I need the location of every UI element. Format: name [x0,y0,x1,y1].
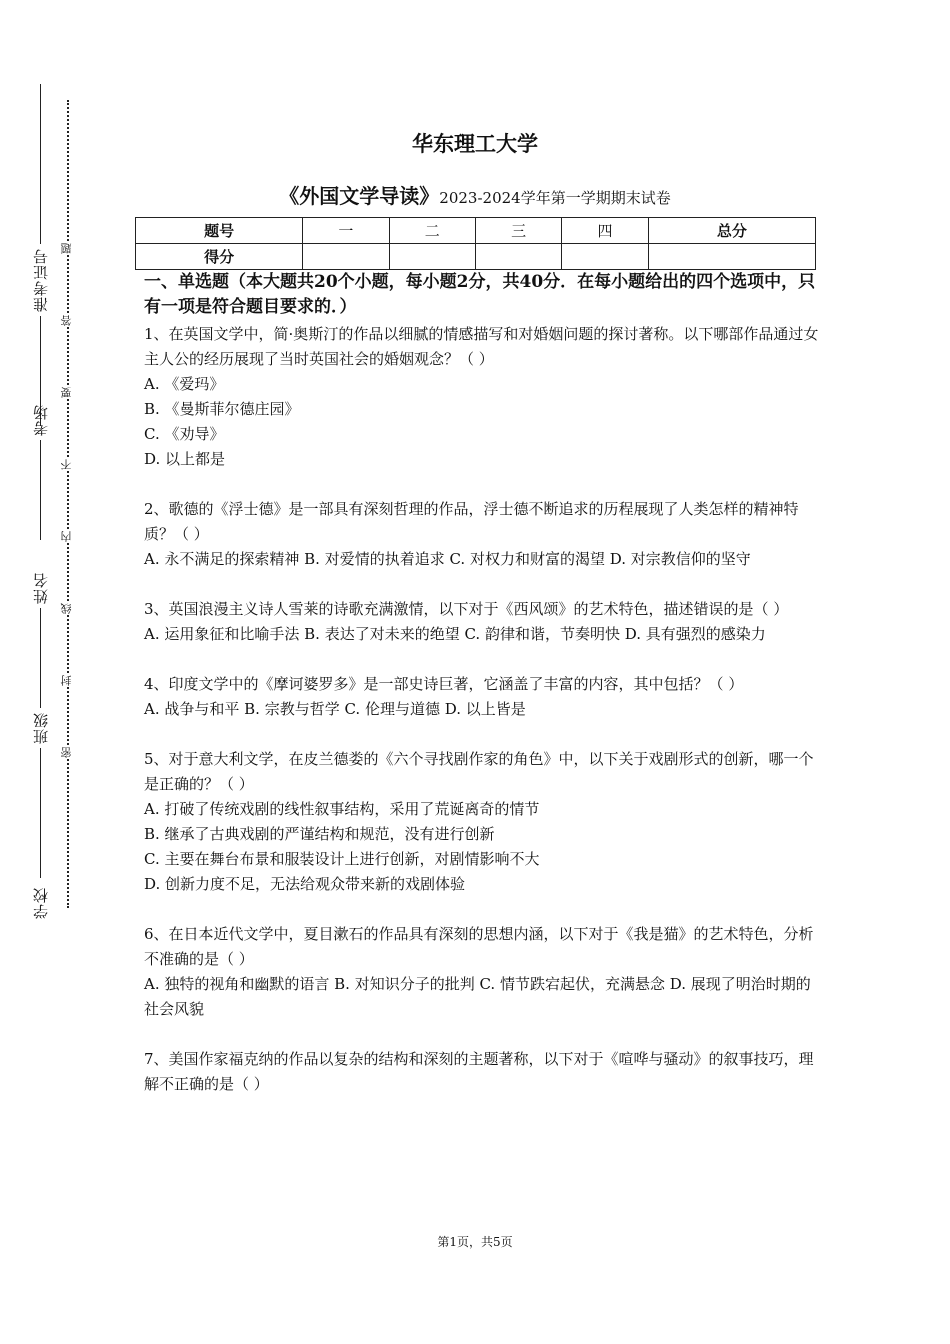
option-b: B. 继承了古典戏剧的严谨结构和规范，没有进行创新 [144,825,495,843]
option-a: A. 打破了传统戏剧的线性叙事结构，采用了荒诞离奇的情节 [144,800,540,818]
option-b: B. 《曼斯菲尔德庄园》 [144,400,300,418]
class-label: 班级 [32,712,50,744]
seal-char: 内 [60,531,73,542]
question-4 [144,672,820,722]
seal-char: 密 [60,747,73,758]
question-7 [144,1047,820,1097]
question-3 [144,597,820,647]
score-cell[interactable] [475,244,561,270]
score-header-cell: 题号 [136,218,303,244]
school-title: 华东理工大学 [412,132,538,156]
question-1 [144,322,820,472]
question-6 [144,922,820,1022]
option-d: D. 以上都是 [144,450,226,468]
option-c: C. 《劝导》 [144,425,225,443]
score-table [135,217,816,270]
seal-char: 封 [60,675,73,686]
options-line: A. 永不满足的探索精神 B. 对爱情的执着追求 C. 对权力和财富的渴望 D. 对宗教信仰的坚守 [144,550,751,568]
score-header-cell: 二 [389,218,475,244]
school-label: 学校 [32,887,50,919]
score-table-header-row [136,218,816,244]
score-cell[interactable] [389,244,475,270]
options-line: A. 战争与和平 B. 宗教与哲学 C. 伦理与道德 D. 以上皆是 [144,700,526,718]
class-field[interactable] [30,708,51,878]
name-field[interactable] [30,568,51,708]
score-table-score-row [136,244,816,270]
seal-char: 要 [60,387,73,398]
course-name: 《外国文学导读》 [279,184,440,208]
question-5 [144,747,820,897]
question-stem: 7、美国作家福克纳的作品以复杂的结构和深刻的主题著称，以下对于《喧哗与骚动》的叙事技巧，理解不正确的是（ ） [144,1050,814,1093]
exam-content [144,270,820,1122]
score-cell[interactable] [303,244,389,270]
question-stem: 6、在日本近代文学中，夏目漱石的作品具有深刻的思想内涵，以下对于《我是猫》的艺术特色，分析不准确的是（ ） [144,925,814,968]
exam-title [0,180,950,209]
question-stem: 3、英国浪漫主义诗人雪莱的诗歌充满激情，以下对于《西风颂》的艺术特色，描述错误的是（ ） [144,600,789,618]
page-footer: 第1页，共5页 [437,1235,513,1249]
seal-char: 不 [60,459,73,470]
score-cell[interactable] [562,244,648,270]
question-stem: 4、印度文学中的《摩诃婆罗多》是一部史诗巨著，它涵盖了丰富的内容，其中包括？（ ） [144,675,744,693]
score-header-cell: 总分 [648,218,815,244]
term-text: 2023-2024学年第一学期期末试卷 [439,189,671,207]
question-stem: 2、歌德的《浮士德》是一部具有深刻哲理的作品，浮士德不断追求的历程展现了人类怎样的精神特质？（ ） [144,500,799,543]
question-stem: 5、对于意大利文学，在皮兰德娄的《六个寻找剧作家的角色》中，以下关于戏剧形式的创新，哪一个是正确的？（ ） [144,750,814,793]
admission-number-label: 准考证号 [32,248,50,312]
score-row-label: 得分 [136,244,303,270]
score-header-cell: 一 [303,218,389,244]
option-c: C. 主要在舞台布景和服装设计上进行创新，对剧情影响不大 [144,850,540,868]
question-2 [144,497,820,572]
option-a: A. 《爱玛》 [144,375,225,393]
seal-char: 题 [60,243,73,254]
score-header-cell: 三 [475,218,561,244]
score-header-cell: 四 [562,218,648,244]
options-line: A. 独特的视角和幽默的语言 B. 对知识分子的批判 C. 情节跌宕起伏，充满悬念 D. 展现了明治时期的社会风貌 [144,975,811,1018]
seal-char: 答 [60,315,73,326]
option-d: D. 创新力度不足，无法给观众带来新的戏剧体验 [144,875,466,893]
seal-dotted-line [67,100,69,908]
options-line: A. 运用象征和比喻手法 B. 表达了对未来的绝望 C. 韵律和谐，节奏明快 D. 具有强烈的感染力 [144,625,766,643]
seal-char: 线 [60,603,73,614]
score-cell[interactable] [648,244,815,270]
question-stem: 1、在英国文学中，简·奥斯汀的作品以细腻的情感描写和对婚姻问题的探讨著称。以下哪部作品通过女主人公的经历展现了当时英国社会的婚姻观念？（ ） [144,325,819,368]
section-title: 一、单选题（本大题共20个小题，每小题2分，共40分．在每小题给出的四个选项中，只有一项是符合题目要求的．） [144,272,816,317]
exam-room-label: 考场 [32,404,50,436]
school-field[interactable] [30,883,51,923]
exam-room-field[interactable] [30,400,51,540]
name-label: 姓名 [32,572,50,604]
